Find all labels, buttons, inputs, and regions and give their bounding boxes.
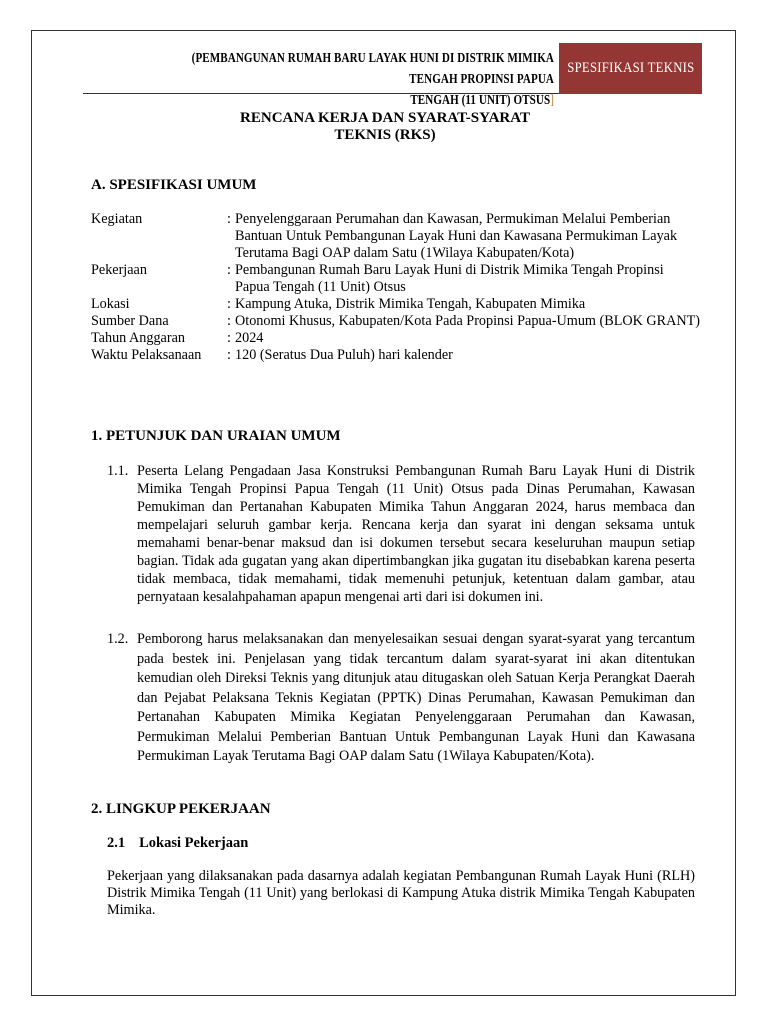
spec-row-pekerjaan bbox=[91, 262, 701, 296]
header-title-line2-text: TENGAH (11 UNIT) OTSUS bbox=[410, 92, 551, 107]
paragraph-text: Pemborong harus melaksanakan dan menyelesaikan sesuai dengan syarat-syarat yang tercantum pada bestek ini. Penjelasan yang tidak tercantum dalam syarat-syarat ini akan ditentukan kemudian oleh Direksi Teknis yang ditunjuk atau ditugaskan oleh Satuan Kerja Perangkat Daerah dan Pejabat Pelaksana Teknis Kegiatan (PPTK) Dinas Perumahan, Kawasan Pemukiman dan Pertanahan Kabupaten Mimika Kegiatan Penyelenggaraan Perumahan dan Kawasan, Permukiman Melalui Pemberian Bantuan Untuk Pembangunan Layak Huni dan Kawasana Permukiman Layak Terutama Bagi OAP dalam Satu (1Wilaya Kabupaten/Kota). bbox=[137, 631, 695, 764]
header-rule bbox=[83, 93, 559, 94]
spec-row-tahun-anggaran bbox=[91, 330, 701, 347]
paragraph-1-1 bbox=[107, 462, 695, 606]
paragraph-1-2 bbox=[107, 630, 695, 767]
document-title-line2: TEKNIS (RKS) bbox=[334, 127, 436, 143]
section-a-heading: A. SPESIFIKASI UMUM bbox=[91, 177, 257, 193]
spec-row-waktu-pelaksanaan bbox=[91, 347, 701, 364]
spec-row-sumber-dana bbox=[91, 313, 701, 330]
section-2-heading: 2. LINGKUP PEKERJAAN bbox=[91, 801, 271, 817]
paragraph-2-1 bbox=[107, 868, 695, 919]
spec-row-lokasi bbox=[91, 296, 701, 313]
spec-colon: : bbox=[227, 262, 231, 278]
spec-colon: : bbox=[227, 296, 231, 312]
spec-label: Kegiatan bbox=[91, 211, 143, 227]
spec-value: Kampung Atuka, Distrik Mimika Tengah, Kabupaten Mimika bbox=[235, 296, 586, 312]
spec-value: Pembangunan Rumah Baru Layak Huni di Distrik Mimika Tengah Propinsi Papua Tengah (11 Unit) Otsus bbox=[235, 262, 664, 295]
spec-label: Pekerjaan bbox=[91, 262, 147, 278]
spec-colon: : bbox=[227, 211, 231, 227]
spec-colon: : bbox=[227, 330, 231, 346]
spec-colon: : bbox=[227, 313, 231, 329]
paragraph-text: Pekerjaan yang dilaksanakan pada dasarnya adalah kegiatan Pembangunan Rumah Layak Huni (RLH) Distrik Mimika Tengah (11 Unit) yang berlokasi di Kampung Atuka distrik Mimika Tengah Kabupaten Mimika. bbox=[107, 868, 695, 918]
subsection-2-1-heading bbox=[107, 835, 248, 852]
spec-label: Sumber Dana bbox=[91, 313, 169, 329]
document-title-line1: RENCANA KERJA DAN SYARAT-SYARAT bbox=[240, 110, 530, 126]
spec-value: Otonomi Khusus, Kabupaten/Kota Pada Propinsi Papua-Umum (BLOK GRANT) bbox=[235, 313, 700, 329]
paragraph-number: 1.2. bbox=[107, 631, 129, 647]
spec-value: 120 (Seratus Dua Puluh) hari kalender bbox=[235, 347, 453, 363]
header-title bbox=[174, 47, 554, 110]
document-title bbox=[200, 110, 570, 144]
spec-colon: : bbox=[227, 347, 231, 363]
subsection-title: Lokasi Pekerjaan bbox=[139, 835, 249, 851]
paragraph-number: 1.1. bbox=[107, 463, 129, 479]
paragraph-text: Peserta Lelang Pengadaan Jasa Konstruksi Pembangunan Rumah Baru Layak Huni di Distrik Mimika Tengah Propinsi Papua Tengah (11 Unit) Otsus pada Dinas Perumahan, Kawasan Pemukiman dan Pertanahan Kabupaten Mimika Tahun Anggaran 2024, harus membaca dan mempelajari seluruh gambar kerja. Rencana kerja dan syarat ini dengan seksama untuk memahami benar-benar maksud dan isi dokumen tersebut secara keseluruhan maupun setiap bagian. Tidak ada gugatan yang akan dipertimbangkan jika gugatan itu disebabkan karena peserta tidak membaca, tidak memahami, tidak memenuhi petunjuk, ketentuan dalam gambar, atau pernyataan kesalahpahaman apapun mengenai arti dari isi dokumen ini. bbox=[137, 463, 695, 605]
header-title-line1: (PEMBANGUNAN RUMAH BARU LAYAK HUNI DI DISTRIK MIMIKA TENGAH PROPINSI PAPUA bbox=[191, 50, 554, 86]
general-spec-table bbox=[91, 211, 701, 364]
spec-label: Tahun Anggaran bbox=[91, 330, 185, 346]
subsection-number: 2.1 bbox=[107, 835, 126, 851]
spec-value: 2024 bbox=[235, 330, 264, 346]
spec-label: Waktu Pelaksanaan bbox=[91, 347, 202, 363]
header-badge bbox=[559, 43, 702, 94]
spec-value: Penyelenggaraan Perumahan dan Kawasan, Permukiman Melalui Pemberian Bantuan Untuk Pembangunan Layak Huni dan Kawasana Permukiman Layak Terutama Bagi OAP dalam Satu (1Wilaya Kabupaten/Kota) bbox=[235, 211, 678, 261]
section-1-heading: 1. PETUNJUK DAN URAIAN UMUM bbox=[91, 428, 341, 444]
spec-label: Lokasi bbox=[91, 296, 130, 312]
header-bracket: ] bbox=[550, 92, 554, 107]
spec-row-kegiatan bbox=[91, 211, 701, 262]
header-badge-label: SPESIFIKASI TEKNIS bbox=[566, 60, 695, 76]
